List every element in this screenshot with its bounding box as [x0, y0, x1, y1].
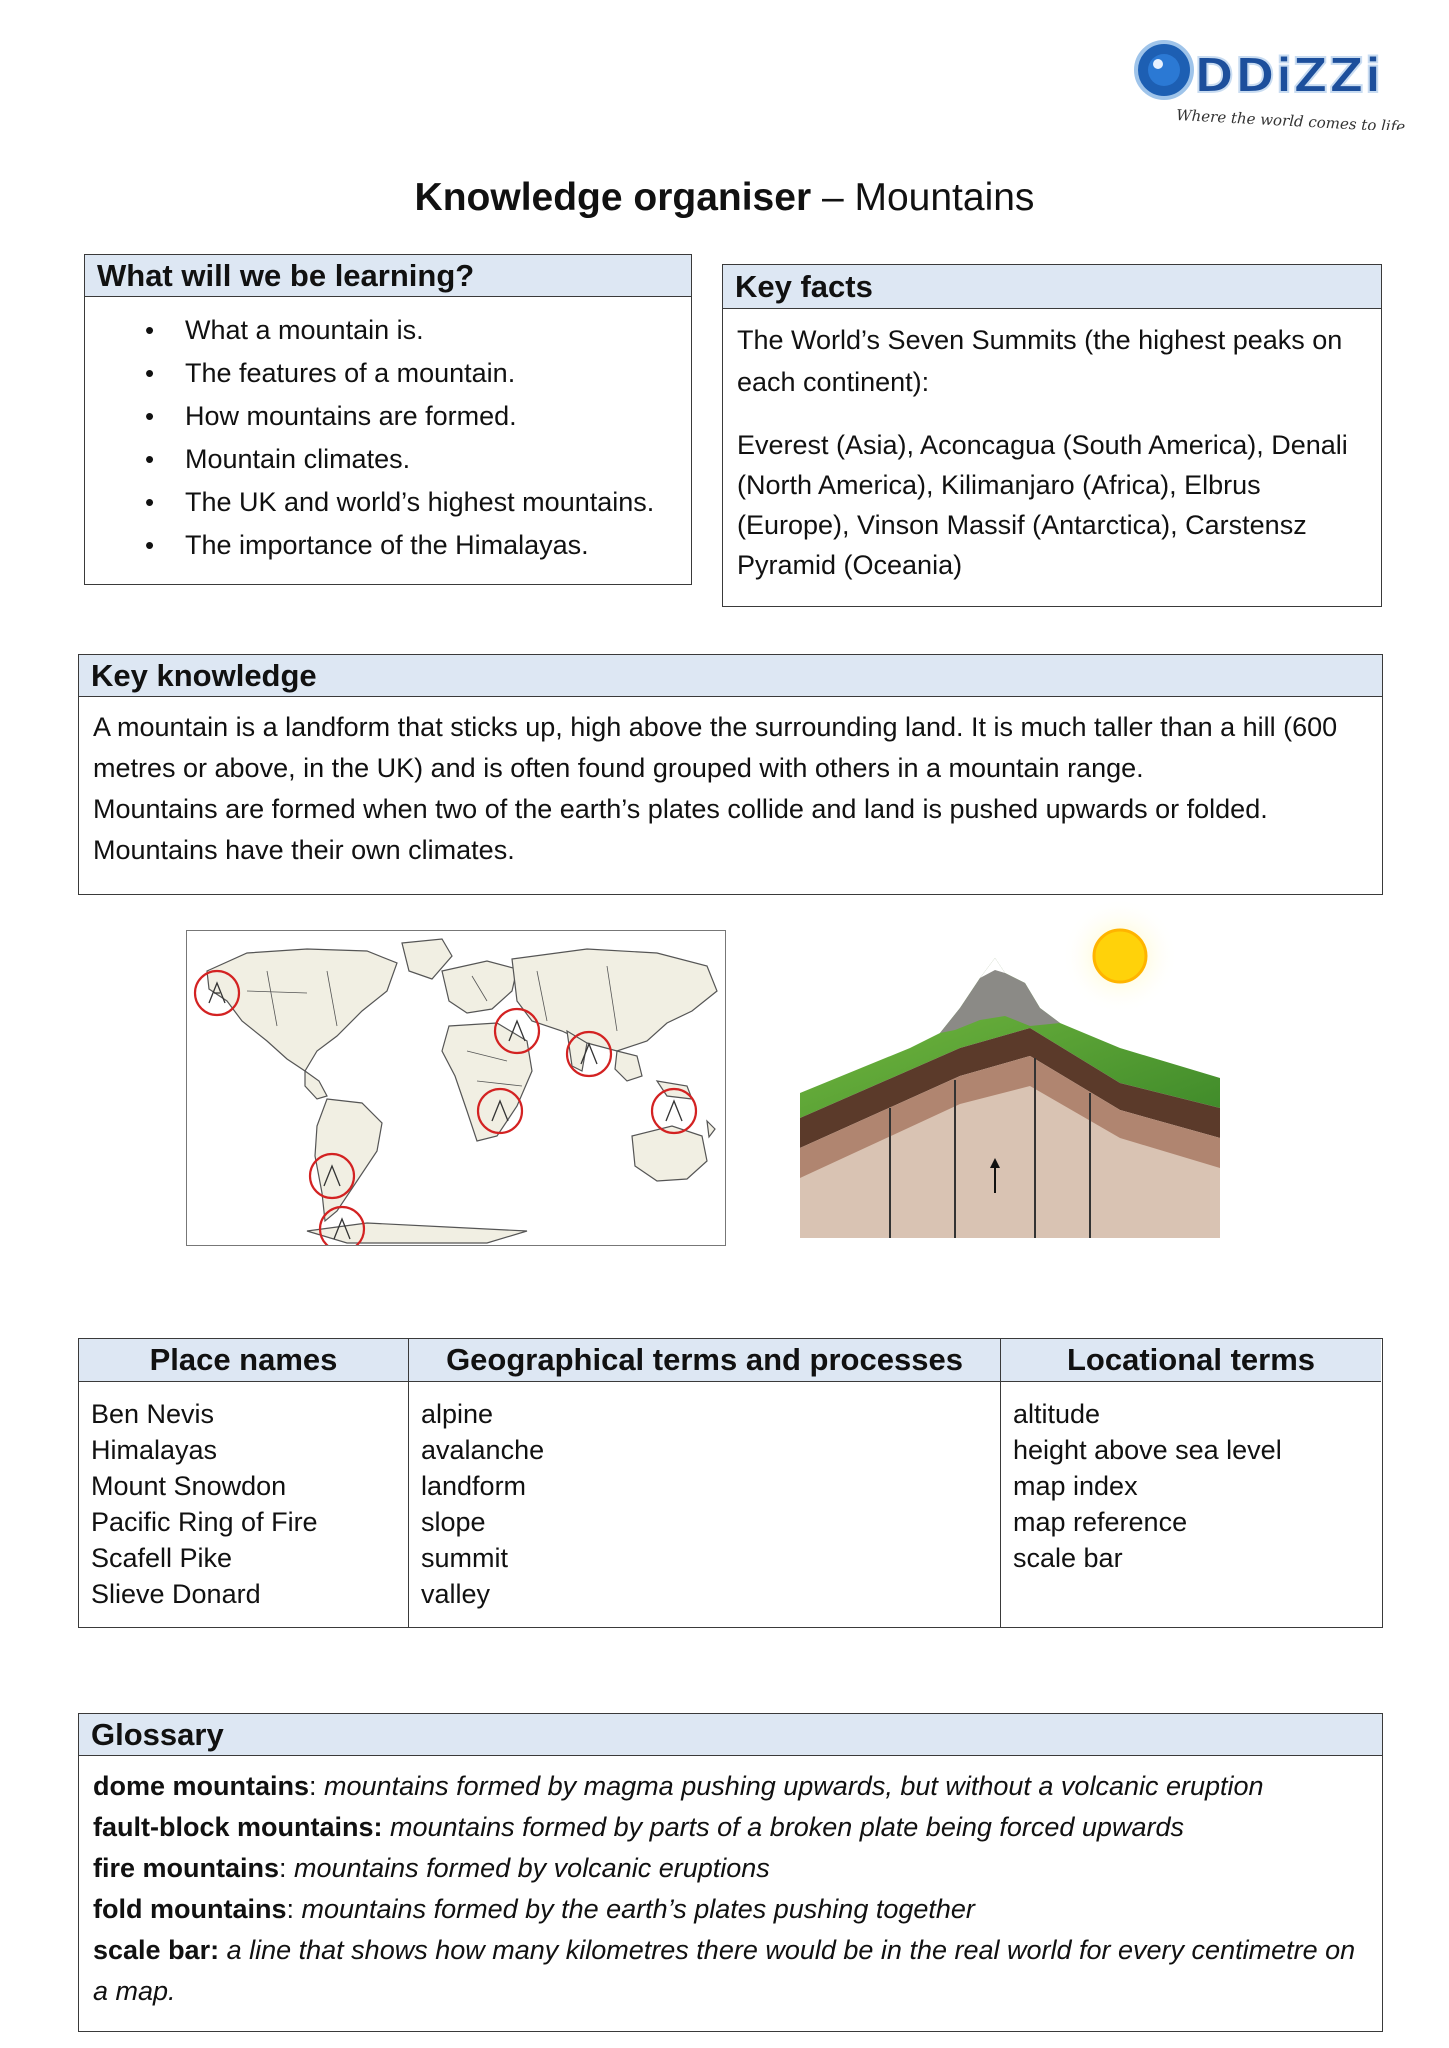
list-item: • What a mountain is.: [145, 309, 691, 352]
glossary-definition: mountains formed by magma pushing upwards, but without a volcanic eruption: [324, 1771, 1264, 1801]
glossary-definition: mountains formed by parts of a broken plate being forced upwards: [390, 1812, 1184, 1842]
learning-box: [84, 254, 692, 585]
list-item: summit: [421, 1543, 508, 1573]
list-item: • The importance of the Himalayas.: [145, 524, 691, 567]
key-knowledge-paragraph: A mountain is a landform that sticks up, high above the surrounding land. It is much taller than a hill (600 metres or above, in the UK) and is often found grouped with others in a mountain range.: [93, 712, 1338, 783]
world-map-image: [186, 930, 726, 1246]
learning-heading: What will we be learning?: [85, 255, 691, 297]
list-item: altitude: [1013, 1399, 1101, 1429]
list-item: • The features of a mountain.: [145, 352, 691, 395]
title-bold: Knowledge organiser: [414, 176, 812, 219]
list-item: Pacific Ring of Fire: [91, 1507, 318, 1537]
mountain-cross-section-image: [790, 898, 1230, 1248]
key-facts-heading: Key facts: [723, 265, 1381, 309]
list-item: • How mountains are formed.: [145, 395, 691, 438]
list-item: avalanche: [421, 1435, 545, 1465]
list-item: valley: [421, 1579, 491, 1609]
locational-terms-heading: Locational terms: [1001, 1339, 1381, 1382]
place-names-column: [79, 1339, 409, 1627]
glossary-definition: mountains formed by the earth’s plates pushing together: [301, 1894, 975, 1924]
glossary-term: fault-block mountains:: [93, 1812, 383, 1842]
glossary-sep: [383, 1812, 391, 1842]
key-knowledge-paragraph: Mountains have their own climates.: [93, 835, 515, 865]
svg-text:Where the world comes to life: Where the world comes to life: [1175, 106, 1406, 130]
list-item: alpine: [421, 1399, 494, 1429]
glossary-term: dome mountains: [93, 1771, 310, 1801]
page-title: [0, 176, 1449, 220]
glossary-term: fire mountains: [93, 1853, 280, 1883]
glossary-entry: [93, 1848, 1368, 1889]
locational-terms-column: [1001, 1339, 1381, 1627]
list-item: map index: [1013, 1471, 1138, 1501]
list-item: Scafell Pike: [91, 1543, 233, 1573]
mountain-cross-section-graphic: [790, 898, 1230, 1248]
glossary-term: scale bar:: [93, 1935, 220, 1965]
key-knowledge-box: [78, 654, 1383, 895]
list-item: Ben Nevis: [91, 1399, 215, 1429]
glossary-definition: a line that shows how many kilometres there would be in the real world for every centimetre on a map.: [93, 1935, 1356, 2006]
list-item: scale bar: [1013, 1543, 1123, 1573]
key-facts-intro: The World’s Seven Summits (the highest peaks on each continent):: [737, 325, 1343, 397]
key-facts-box: [722, 264, 1382, 607]
glossary-box: [78, 1713, 1383, 2032]
key-knowledge-paragraph: Mountains are formed when two of the earth’s plates collide and land is pushed upwards or folded.: [93, 794, 1268, 824]
list-item: Mount Snowdon: [91, 1471, 287, 1501]
glossary-definition: mountains formed by volcanic eruptions: [294, 1853, 770, 1883]
list-item: landform: [421, 1471, 527, 1501]
list-item: • The UK and world’s highest mountains.: [145, 481, 691, 524]
world-map-graphic: [187, 931, 725, 1245]
geographical-terms-heading: Geographical terms and processes: [409, 1339, 1000, 1382]
list-item: height above sea level: [1013, 1435, 1282, 1465]
glossary-sep: [219, 1935, 227, 1965]
glossary-entry: [93, 1766, 1368, 1807]
list-item: Slieve Donard: [91, 1579, 261, 1609]
glossary-entry: [93, 1930, 1368, 2012]
glossary-sep: :: [286, 1894, 302, 1924]
key-facts-summits: Everest (Asia), Aconcagua (South America), Denali (North America), Kilimanjaro (Africa), Elbrus (Europe), Vinson Massif (Antarctica), Carstensz Pyramid (Oceania): [737, 430, 1348, 580]
glossary-sep: :: [279, 1853, 295, 1883]
list-item: slope: [421, 1507, 486, 1537]
geographical-terms-column: [409, 1339, 1001, 1627]
svg-text:DDiZZi: DDiZZi: [1194, 48, 1383, 104]
list-item: • Mountain climates.: [145, 438, 691, 481]
glossary-entry: [93, 1889, 1368, 1930]
title-rest: – Mountains: [811, 176, 1035, 219]
glossary-term: fold mountains: [93, 1894, 287, 1924]
glossary-entry: [93, 1807, 1368, 1848]
learning-list: [85, 309, 691, 567]
glossary-sep: :: [309, 1771, 325, 1801]
glossary-heading: Glossary: [79, 1714, 1382, 1756]
logo-graphic: [1128, 30, 1430, 130]
key-knowledge-heading: Key knowledge: [79, 655, 1382, 697]
list-item: map reference: [1013, 1507, 1188, 1537]
list-item: Himalayas: [91, 1435, 218, 1465]
terms-table: [78, 1338, 1383, 1628]
place-names-heading: Place names: [79, 1339, 408, 1382]
oddizzi-logo: [1128, 30, 1430, 130]
